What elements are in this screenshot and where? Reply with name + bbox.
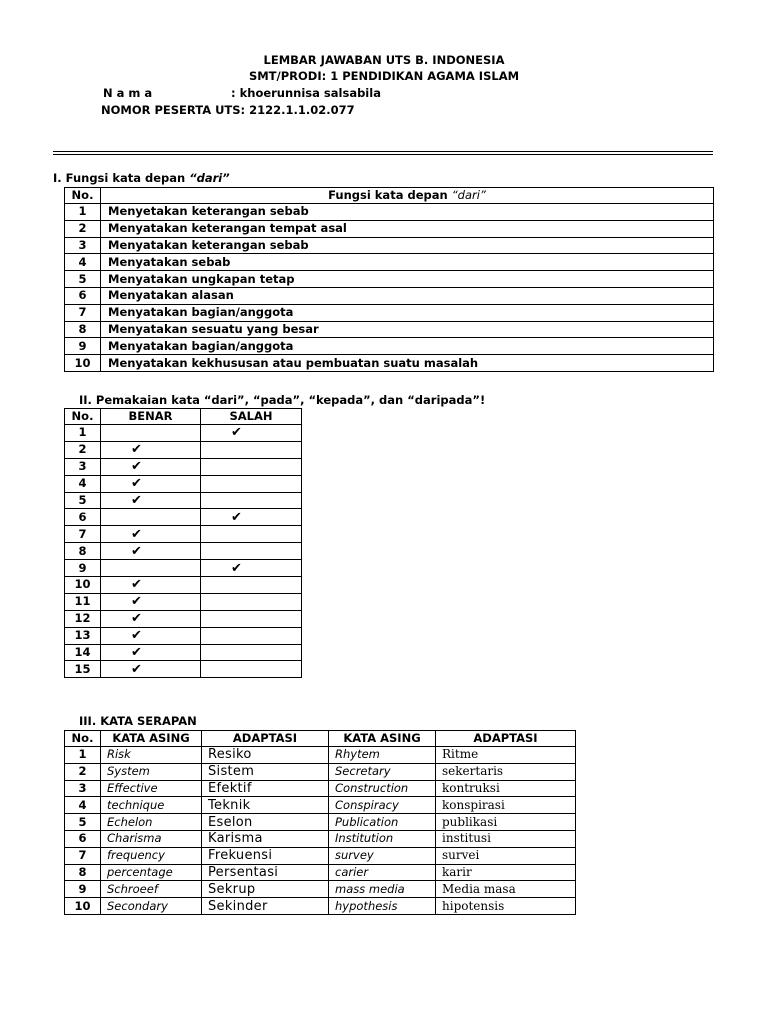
col-benar: BENAR bbox=[101, 409, 201, 425]
adaptation-word: Efektif bbox=[202, 780, 329, 797]
row-number: 1 bbox=[65, 204, 101, 221]
foreign-word: survey bbox=[329, 847, 436, 864]
table-row bbox=[65, 847, 576, 864]
benar-check-icon bbox=[101, 560, 201, 577]
row-number: 4 bbox=[65, 475, 101, 492]
section1-title-text: Fungsi kata depan bbox=[61, 171, 190, 185]
benar-check-icon: ✔ bbox=[101, 458, 201, 475]
function-text: Menyatakan sebab bbox=[101, 254, 714, 271]
salah-check-icon: ✔ bbox=[201, 509, 302, 526]
foreign-word: percentage bbox=[101, 864, 202, 881]
table-row bbox=[65, 644, 302, 661]
foreign-word: Echelon bbox=[101, 814, 202, 831]
row-number: 6 bbox=[65, 509, 101, 526]
foreign-word: Institution bbox=[329, 830, 436, 847]
program-line: SMT/PRODI: 1 PENDIDIKAN AGAMA ISLAM bbox=[248, 69, 520, 83]
foreign-word: Secondary bbox=[101, 898, 202, 915]
col-adaptasi-2: ADAPTASI bbox=[436, 731, 576, 747]
row-number: 5 bbox=[65, 271, 101, 288]
row-number: 10 bbox=[65, 355, 101, 372]
salah-check-icon bbox=[201, 610, 302, 627]
table-row bbox=[65, 338, 714, 355]
adaptation-word: konspirasi bbox=[436, 797, 576, 814]
table-row bbox=[65, 287, 714, 304]
section1-title-quote: “dari” bbox=[189, 171, 230, 185]
foreign-word: Conspiracy bbox=[329, 797, 436, 814]
col-function bbox=[101, 188, 714, 204]
table-row bbox=[65, 864, 576, 881]
table-row bbox=[65, 610, 302, 627]
row-number: 8 bbox=[65, 321, 101, 338]
benar-check-icon: ✔ bbox=[101, 644, 201, 661]
usage-table bbox=[64, 408, 302, 678]
table-row bbox=[65, 898, 576, 915]
table-row bbox=[65, 526, 302, 543]
table-row bbox=[65, 321, 714, 338]
row-number: 2 bbox=[65, 441, 101, 458]
col-adaptasi-1: ADAPTASI bbox=[202, 731, 329, 747]
adaptation-word: karir bbox=[436, 864, 576, 881]
adaptation-word: Karisma bbox=[202, 830, 329, 847]
function-text: Menyetakan keterangan sebab bbox=[101, 204, 714, 221]
table-row bbox=[65, 593, 302, 610]
col-kata-asing-1: KATA ASING bbox=[101, 731, 202, 747]
salah-check-icon bbox=[201, 627, 302, 644]
row-number: 1 bbox=[65, 425, 101, 442]
foreign-word: Risk bbox=[101, 747, 202, 764]
adaptation-word: Resiko bbox=[202, 747, 329, 764]
row-number: 3 bbox=[65, 237, 101, 254]
table-row bbox=[65, 509, 302, 526]
benar-check-icon: ✔ bbox=[101, 661, 201, 678]
col-no: No. bbox=[65, 731, 101, 747]
row-number: 4 bbox=[65, 254, 101, 271]
row-number: 7 bbox=[65, 526, 101, 543]
salah-check-icon bbox=[201, 593, 302, 610]
row-number: 1 bbox=[65, 747, 101, 764]
foreign-word: Secretary bbox=[329, 763, 436, 780]
section1-title bbox=[53, 171, 230, 185]
row-number: 2 bbox=[65, 220, 101, 237]
benar-check-icon: ✔ bbox=[101, 627, 201, 644]
name-label: N a m a bbox=[103, 86, 153, 100]
table-row bbox=[65, 441, 302, 458]
row-number: 3 bbox=[65, 458, 101, 475]
salah-check-icon: ✔ bbox=[201, 425, 302, 442]
row-number: 9 bbox=[65, 338, 101, 355]
adaptation-word: sekertaris bbox=[436, 763, 576, 780]
table-row bbox=[65, 237, 714, 254]
adaptation-word: Frekuensi bbox=[202, 847, 329, 864]
table-row bbox=[65, 747, 576, 764]
col-kata-asing-2: KATA ASING bbox=[329, 731, 436, 747]
table-row bbox=[65, 204, 714, 221]
salah-check-icon bbox=[201, 458, 302, 475]
foreign-word: Charisma bbox=[101, 830, 202, 847]
foreign-word: hypothesis bbox=[329, 898, 436, 915]
row-number: 6 bbox=[65, 830, 101, 847]
benar-check-icon: ✔ bbox=[101, 492, 201, 509]
col-no: No. bbox=[65, 409, 101, 425]
table-row bbox=[65, 543, 302, 560]
col-salah: SALAH bbox=[201, 409, 302, 425]
salah-check-icon bbox=[201, 441, 302, 458]
row-number: 14 bbox=[65, 644, 101, 661]
loanword-table bbox=[64, 730, 576, 915]
table-row bbox=[65, 304, 714, 321]
row-number: 9 bbox=[65, 881, 101, 898]
section2-title: II. Pemakaian kata “dari”, “pada”, “kepada”, dan “daripada”! bbox=[79, 393, 486, 407]
adaptation-word: Teknik bbox=[202, 797, 329, 814]
adaptation-word: Media masa bbox=[436, 881, 576, 898]
table-row bbox=[65, 661, 302, 678]
foreign-word: mass media bbox=[329, 881, 436, 898]
table-row bbox=[65, 560, 302, 577]
row-number: 12 bbox=[65, 610, 101, 627]
table-row bbox=[65, 830, 576, 847]
table-row bbox=[65, 763, 576, 780]
benar-check-icon bbox=[101, 425, 201, 442]
foreign-word: System bbox=[101, 763, 202, 780]
table-row bbox=[65, 425, 302, 442]
table-row bbox=[65, 797, 576, 814]
table-row bbox=[65, 220, 714, 237]
table-row bbox=[65, 492, 302, 509]
row-number: 6 bbox=[65, 287, 101, 304]
participant-number: NOMOR PESERTA UTS: 2122.1.1.02.077 bbox=[101, 103, 355, 117]
row-number: 10 bbox=[65, 898, 101, 915]
table-row bbox=[65, 814, 576, 831]
foreign-word: technique bbox=[101, 797, 202, 814]
row-number: 9 bbox=[65, 560, 101, 577]
salah-check-icon bbox=[201, 644, 302, 661]
table-row bbox=[65, 475, 302, 492]
adaptation-word: hipotensis bbox=[436, 898, 576, 915]
function-text: Menyatakan keterangan tempat asal bbox=[101, 220, 714, 237]
adaptation-word: Ritme bbox=[436, 747, 576, 764]
adaptation-word: institusi bbox=[436, 830, 576, 847]
table-row bbox=[65, 254, 714, 271]
row-number: 4 bbox=[65, 797, 101, 814]
row-number: 10 bbox=[65, 577, 101, 594]
salah-check-icon bbox=[201, 526, 302, 543]
benar-check-icon: ✔ bbox=[101, 577, 201, 594]
table-row bbox=[65, 355, 714, 372]
salah-check-icon bbox=[201, 543, 302, 560]
foreign-word: Construction bbox=[329, 780, 436, 797]
row-number: 5 bbox=[65, 814, 101, 831]
row-number: 7 bbox=[65, 847, 101, 864]
function-text: Menyatakan bagian/anggota bbox=[101, 304, 714, 321]
foreign-word: Schroeef bbox=[101, 881, 202, 898]
benar-check-icon: ✔ bbox=[101, 441, 201, 458]
foreign-word: frequency bbox=[101, 847, 202, 864]
divider-bottom bbox=[53, 154, 713, 155]
table-row bbox=[65, 881, 576, 898]
row-number: 15 bbox=[65, 661, 101, 678]
foreign-word: Rhytem bbox=[329, 747, 436, 764]
benar-check-icon: ✔ bbox=[101, 610, 201, 627]
function-text: Menyatakan kekhususan atau pembuatan suatu masalah bbox=[101, 355, 714, 372]
adaptation-word: kontruksi bbox=[436, 780, 576, 797]
col-function-quote: “dari” bbox=[451, 188, 486, 202]
foreign-word: carier bbox=[329, 864, 436, 881]
adaptation-word: Sistem bbox=[202, 763, 329, 780]
salah-check-icon bbox=[201, 661, 302, 678]
row-number: 13 bbox=[65, 627, 101, 644]
document-title: LEMBAR JAWABAN UTS B. INDONESIA bbox=[263, 53, 505, 67]
function-table bbox=[64, 187, 714, 372]
row-number: 2 bbox=[65, 763, 101, 780]
adaptation-word: publikasi bbox=[436, 814, 576, 831]
adaptation-word: Eselon bbox=[202, 814, 329, 831]
adaptation-word: Sekinder bbox=[202, 898, 329, 915]
row-number: 7 bbox=[65, 304, 101, 321]
foreign-word: Publication bbox=[329, 814, 436, 831]
function-text: Menyatakan alasan bbox=[101, 287, 714, 304]
row-number: 11 bbox=[65, 593, 101, 610]
table-row bbox=[65, 577, 302, 594]
row-number: 8 bbox=[65, 543, 101, 560]
table-row bbox=[65, 458, 302, 475]
function-text: Menyatakan keterangan sebab bbox=[101, 237, 714, 254]
divider-top bbox=[53, 151, 713, 152]
function-text: Menyatakan sesuatu yang besar bbox=[101, 321, 714, 338]
benar-check-icon: ✔ bbox=[101, 543, 201, 560]
row-number: 3 bbox=[65, 780, 101, 797]
col-function-text: Fungsi kata depan bbox=[328, 188, 452, 202]
section1-prefix: I. bbox=[53, 171, 62, 185]
row-number: 8 bbox=[65, 864, 101, 881]
row-number: 5 bbox=[65, 492, 101, 509]
benar-check-icon: ✔ bbox=[101, 593, 201, 610]
section3-title: III. KATA SERAPAN bbox=[79, 714, 197, 728]
benar-check-icon bbox=[101, 509, 201, 526]
salah-check-icon bbox=[201, 577, 302, 594]
name-value: : khoerunnisa salsabila bbox=[231, 86, 381, 100]
table-row bbox=[65, 271, 714, 288]
adaptation-word: Persentasi bbox=[202, 864, 329, 881]
benar-check-icon: ✔ bbox=[101, 475, 201, 492]
function-text: Menyatakan ungkapan tetap bbox=[101, 271, 714, 288]
table-row bbox=[65, 780, 576, 797]
table-row bbox=[65, 627, 302, 644]
foreign-word: Effective bbox=[101, 780, 202, 797]
benar-check-icon: ✔ bbox=[101, 526, 201, 543]
salah-check-icon bbox=[201, 475, 302, 492]
adaptation-word: Sekrup bbox=[202, 881, 329, 898]
col-no: No. bbox=[65, 188, 101, 204]
adaptation-word: survei bbox=[436, 847, 576, 864]
function-text: Menyatakan bagian/anggota bbox=[101, 338, 714, 355]
salah-check-icon bbox=[201, 492, 302, 509]
salah-check-icon: ✔ bbox=[201, 560, 302, 577]
